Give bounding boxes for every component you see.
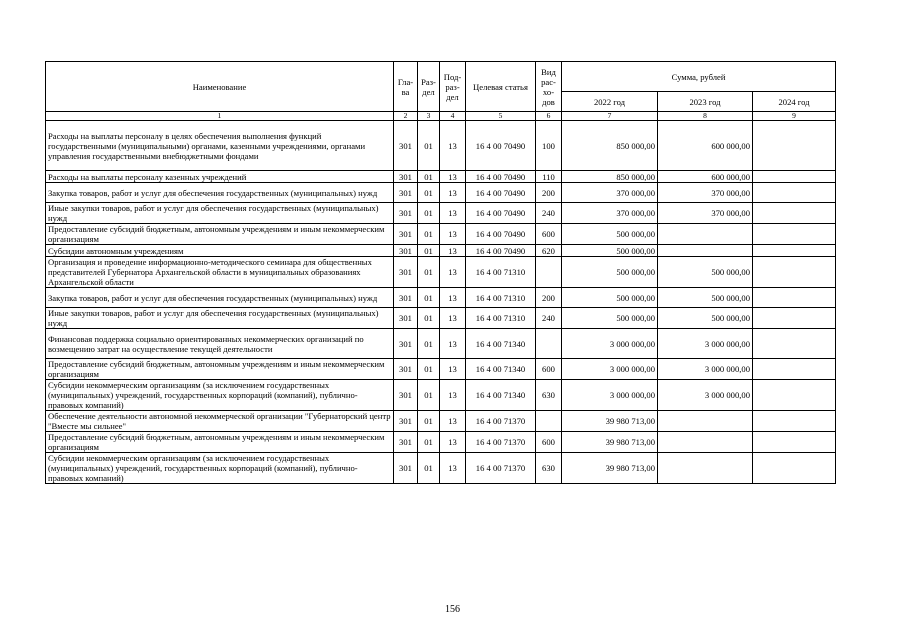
budget-table <box>45 61 836 484</box>
row-target: 16 4 00 71340 <box>466 359 536 380</box>
row-sum-2023 <box>658 224 753 245</box>
row-sum-2022: 39 980 713,00 <box>562 432 658 453</box>
header-target: Целевая статья <box>466 62 536 112</box>
row-sum-2022: 39 980 713,00 <box>562 453 658 484</box>
row-sum-2024 <box>753 432 836 453</box>
table-row <box>46 183 836 203</box>
row-sum-2022: 3 000 000,00 <box>562 329 658 359</box>
row-sum-2022: 3 000 000,00 <box>562 380 658 411</box>
row-podrazdel: 13 <box>440 257 466 288</box>
row-sum-2022: 850 000,00 <box>562 121 658 171</box>
row-razdel: 01 <box>418 453 440 484</box>
row-razdel: 01 <box>418 411 440 432</box>
row-sum-2022: 500 000,00 <box>562 257 658 288</box>
row-name: Закупка товаров, работ и услуг для обеспечения государственных (муниципальных) нужд <box>46 183 394 203</box>
row-razdel: 01 <box>418 308 440 329</box>
row-glava: 301 <box>394 171 418 183</box>
row-sum-2022: 3 000 000,00 <box>562 359 658 380</box>
row-vid: 240 <box>536 308 562 329</box>
row-name: Субсидии автономным учреждениям <box>46 245 394 257</box>
header-glava: Гла-ва <box>394 62 418 112</box>
row-podrazdel: 13 <box>440 121 466 171</box>
row-vid: 600 <box>536 432 562 453</box>
table-row <box>46 171 836 183</box>
row-sum-2023: 500 000,00 <box>658 257 753 288</box>
row-target: 16 4 00 70490 <box>466 121 536 171</box>
header-vid: Вид рас-хо-дов <box>536 62 562 112</box>
row-target: 16 4 00 71310 <box>466 308 536 329</box>
row-target: 16 4 00 71310 <box>466 288 536 308</box>
row-glava: 301 <box>394 288 418 308</box>
column-number: 1 <box>46 112 394 121</box>
row-sum-2023 <box>658 411 753 432</box>
row-razdel: 01 <box>418 245 440 257</box>
row-sum-2022: 370 000,00 <box>562 203 658 224</box>
row-razdel: 01 <box>418 171 440 183</box>
column-number: 7 <box>562 112 658 121</box>
column-number: 4 <box>440 112 466 121</box>
row-sum-2022: 500 000,00 <box>562 308 658 329</box>
table-row <box>46 359 836 380</box>
row-target: 16 4 00 71340 <box>466 380 536 411</box>
header-name: Наименование <box>46 62 394 112</box>
row-podrazdel: 13 <box>440 245 466 257</box>
row-razdel: 01 <box>418 359 440 380</box>
row-sum-2024 <box>753 121 836 171</box>
column-numbers-row <box>46 112 836 121</box>
row-name: Субсидии некоммерческим организациям (за исключением государственных (муниципальных) учреждений, государственных корпораций (компаний), публично-правовых компаний) <box>46 380 394 411</box>
row-podrazdel: 13 <box>440 432 466 453</box>
column-number: 3 <box>418 112 440 121</box>
column-number: 5 <box>466 112 536 121</box>
row-sum-2024 <box>753 183 836 203</box>
row-sum-2024 <box>753 411 836 432</box>
row-sum-2023: 370 000,00 <box>658 183 753 203</box>
page-number: 156 <box>445 604 460 615</box>
row-glava: 301 <box>394 411 418 432</box>
row-razdel: 01 <box>418 288 440 308</box>
row-podrazdel: 13 <box>440 203 466 224</box>
row-sum-2023 <box>658 453 753 484</box>
row-sum-2023: 500 000,00 <box>658 288 753 308</box>
row-target: 16 4 00 70490 <box>466 171 536 183</box>
header-2023: 2023 год <box>658 92 753 112</box>
column-number: 6 <box>536 112 562 121</box>
row-sum-2022: 850 000,00 <box>562 171 658 183</box>
row-podrazdel: 13 <box>440 411 466 432</box>
row-sum-2023 <box>658 245 753 257</box>
row-vid: 620 <box>536 245 562 257</box>
row-name: Иные закупки товаров, работ и услуг для обеспечения государственных (муниципальных) нужд <box>46 203 394 224</box>
row-sum-2023: 3 000 000,00 <box>658 380 753 411</box>
row-name: Закупка товаров, работ и услуг для обеспечения государственных (муниципальных) нужд <box>46 288 394 308</box>
row-vid: 630 <box>536 380 562 411</box>
row-sum-2024 <box>753 359 836 380</box>
row-podrazdel: 13 <box>440 359 466 380</box>
table-row <box>46 453 836 484</box>
row-sum-2023: 370 000,00 <box>658 203 753 224</box>
row-name: Предоставление субсидий бюджетным, автономным учреждениям и иным некоммерческим организациям <box>46 359 394 380</box>
row-razdel: 01 <box>418 121 440 171</box>
row-vid <box>536 411 562 432</box>
row-target: 16 4 00 70490 <box>466 224 536 245</box>
row-glava: 301 <box>394 453 418 484</box>
column-number: 8 <box>658 112 753 121</box>
row-sum-2024 <box>753 380 836 411</box>
header-razdel: Раз-дел <box>418 62 440 112</box>
row-podrazdel: 13 <box>440 380 466 411</box>
column-number: 9 <box>753 112 836 121</box>
row-sum-2022: 500 000,00 <box>562 288 658 308</box>
row-sum-2022: 500 000,00 <box>562 224 658 245</box>
table-row <box>46 380 836 411</box>
row-glava: 301 <box>394 183 418 203</box>
table-row <box>46 411 836 432</box>
table-row <box>46 432 836 453</box>
row-name: Предоставление субсидий бюджетным, автономным учреждениям и иным некоммерческим организациям <box>46 432 394 453</box>
row-name: Организация и проведение информационно-методического семинара для общественных представителей Губернатора Архангельской области в муниципальных образованиях Архангельской области <box>46 257 394 288</box>
row-target: 16 4 00 71370 <box>466 432 536 453</box>
table-row <box>46 288 836 308</box>
row-name: Финансовая поддержка социально ориентированных некоммерческих организаций по возмещению затрат на осуществление текущей деятельности <box>46 329 394 359</box>
row-razdel: 01 <box>418 257 440 288</box>
row-vid: 630 <box>536 453 562 484</box>
row-glava: 301 <box>394 203 418 224</box>
table-row <box>46 224 836 245</box>
row-vid <box>536 329 562 359</box>
row-target: 16 4 00 70490 <box>466 183 536 203</box>
header-podrazdel: Под-раз-дел <box>440 62 466 112</box>
row-sum-2024 <box>753 308 836 329</box>
row-vid: 600 <box>536 359 562 380</box>
row-vid: 110 <box>536 171 562 183</box>
row-name: Расходы на выплаты персоналу в целях обеспечения выполнения функций государственными (муниципальными) органами, казенными учреждениями, органами управления государственными внебюджетными фондами <box>46 121 394 171</box>
row-glava: 301 <box>394 359 418 380</box>
row-vid: 240 <box>536 203 562 224</box>
row-podrazdel: 13 <box>440 453 466 484</box>
row-vid <box>536 257 562 288</box>
row-glava: 301 <box>394 329 418 359</box>
row-vid: 600 <box>536 224 562 245</box>
row-razdel: 01 <box>418 432 440 453</box>
table-row <box>46 203 836 224</box>
table-body <box>46 121 836 484</box>
row-target: 16 4 00 70490 <box>466 203 536 224</box>
row-glava: 301 <box>394 121 418 171</box>
row-sum-2023: 500 000,00 <box>658 308 753 329</box>
table-row <box>46 257 836 288</box>
row-target: 16 4 00 71370 <box>466 411 536 432</box>
row-sum-2024 <box>753 245 836 257</box>
row-sum-2023: 3 000 000,00 <box>658 359 753 380</box>
row-razdel: 01 <box>418 329 440 359</box>
row-vid: 200 <box>536 183 562 203</box>
row-name: Расходы на выплаты персоналу казенных учреждений <box>46 171 394 183</box>
row-sum-2024 <box>753 288 836 308</box>
row-sum-2022: 500 000,00 <box>562 245 658 257</box>
row-podrazdel: 13 <box>440 224 466 245</box>
row-sum-2024 <box>753 171 836 183</box>
table-row <box>46 245 836 257</box>
row-sum-2022: 39 980 713,00 <box>562 411 658 432</box>
row-sum-2024 <box>753 203 836 224</box>
column-number: 2 <box>394 112 418 121</box>
row-podrazdel: 13 <box>440 329 466 359</box>
row-glava: 301 <box>394 380 418 411</box>
row-sum-2023: 600 000,00 <box>658 121 753 171</box>
row-glava: 301 <box>394 224 418 245</box>
row-glava: 301 <box>394 432 418 453</box>
row-podrazdel: 13 <box>440 171 466 183</box>
row-podrazdel: 13 <box>440 288 466 308</box>
row-razdel: 01 <box>418 224 440 245</box>
row-podrazdel: 13 <box>440 308 466 329</box>
row-name: Субсидии некоммерческим организациям (за исключением государственных (муниципальных) учреждений, государственных корпораций (компаний), публично-правовых компаний) <box>46 453 394 484</box>
row-sum-2023: 3 000 000,00 <box>658 329 753 359</box>
row-glava: 301 <box>394 257 418 288</box>
row-razdel: 01 <box>418 203 440 224</box>
row-razdel: 01 <box>418 183 440 203</box>
table-row <box>46 308 836 329</box>
row-sum-2024 <box>753 329 836 359</box>
header-2022: 2022 год <box>562 92 658 112</box>
row-target: 16 4 00 70490 <box>466 245 536 257</box>
header-sum: Сумма, рублей <box>562 62 836 92</box>
row-sum-2023 <box>658 432 753 453</box>
row-glava: 301 <box>394 245 418 257</box>
row-name: Иные закупки товаров, работ и услуг для обеспечения государственных (муниципальных) нужд <box>46 308 394 329</box>
row-name: Предоставление субсидий бюджетным, автономным учреждениям и иным некоммерческим организациям <box>46 224 394 245</box>
row-sum-2024 <box>753 224 836 245</box>
row-vid: 100 <box>536 121 562 171</box>
row-razdel: 01 <box>418 380 440 411</box>
table-row <box>46 121 836 171</box>
row-sum-2023: 600 000,00 <box>658 171 753 183</box>
table-row <box>46 329 836 359</box>
row-sum-2024 <box>753 257 836 288</box>
row-target: 16 4 00 71370 <box>466 453 536 484</box>
row-podrazdel: 13 <box>440 183 466 203</box>
row-vid: 200 <box>536 288 562 308</box>
row-sum-2024 <box>753 453 836 484</box>
row-target: 16 4 00 71340 <box>466 329 536 359</box>
row-target: 16 4 00 71310 <box>466 257 536 288</box>
header-2024: 2024 год <box>753 92 836 112</box>
row-sum-2022: 370 000,00 <box>562 183 658 203</box>
row-name: Обеспечение деятельности автономной некоммерческой организации "Губернаторский центр "Вместе мы сильнее" <box>46 411 394 432</box>
row-glava: 301 <box>394 308 418 329</box>
